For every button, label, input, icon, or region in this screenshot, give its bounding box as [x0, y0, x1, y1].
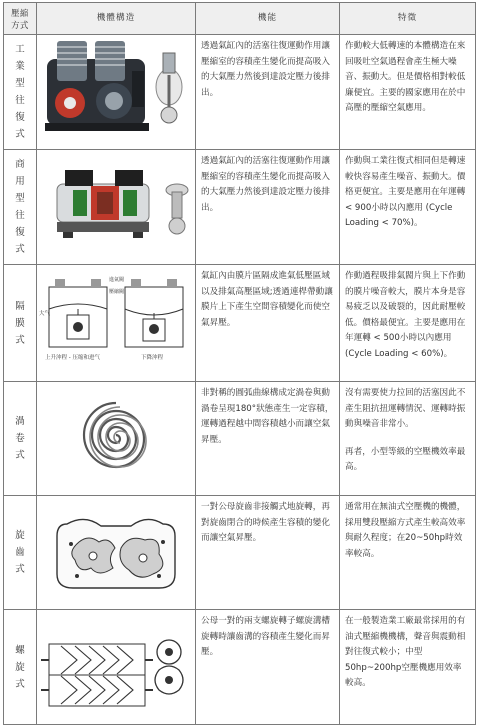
- features-cell: [340, 496, 476, 610]
- diaphragm-label-right: 下降沖程: [141, 355, 164, 361]
- function-cell: 透過氣缸內的活塞往復運動作用讓壓縮室的容積產生變化而提高吸入的大氣壓力然後到達設定壓力後排出。: [196, 150, 340, 265]
- diaphragm-diagram-icon: [37, 265, 195, 381]
- type-char: 旋: [15, 661, 25, 673]
- type-char: 膜: [15, 317, 25, 329]
- header-type-label: 壓縮 方式: [11, 7, 29, 30]
- row-type-label: [4, 413, 36, 464]
- type-char: 工: [15, 44, 25, 55]
- features-cell: [340, 150, 476, 265]
- type-char: 渦: [15, 416, 25, 427]
- diaphragm-label-outlet: 壓縮閥: [109, 289, 125, 295]
- type-char: 型: [15, 193, 25, 204]
- structure-image-cell: [37, 265, 196, 382]
- row-type: [4, 150, 37, 265]
- industrial-compressor-icon: [37, 35, 195, 149]
- commercial-compressor-icon: [37, 150, 195, 264]
- row-type: [4, 496, 37, 610]
- row-type-label: [4, 298, 36, 349]
- features-cell: [340, 35, 476, 150]
- row-type-label: [4, 527, 36, 578]
- type-char: 式: [15, 564, 25, 575]
- table-row: [4, 265, 476, 382]
- type-char: 往: [15, 95, 25, 106]
- features-text: 在一般製造業工廠最常採用的有油式壓縮機機構，聲音與震動相對往復式較小；中型50hp~200hp空壓機應用效率較高。: [345, 616, 466, 688]
- header-features: 特徵: [340, 3, 476, 35]
- features-cell: [340, 610, 476, 725]
- row-type-label: [4, 41, 36, 143]
- type-char: 隔: [15, 300, 25, 312]
- features-cell: [340, 382, 476, 496]
- type-char: 式: [15, 450, 25, 461]
- features-cell: [340, 265, 476, 382]
- features-text: 再者，小型等級的空壓機效率最高。: [345, 446, 466, 472]
- structure-image-cell: [37, 610, 196, 725]
- type-char: 用: [15, 176, 25, 187]
- type-char: 式: [15, 129, 25, 140]
- type-char: 復: [15, 112, 25, 123]
- header-type: [4, 3, 37, 35]
- type-char: 卷: [15, 433, 25, 444]
- screw-diagram-icon: [37, 610, 195, 724]
- features-text: 通常用在無油式空壓機的機體，採用雙段壓縮方式產生較高效率與耐久程度；在20~50hp時效率較高。: [345, 502, 466, 559]
- function-cell: 氣缸內由膜片區隔成進氣低壓區域以及排氣高壓區域;透過連桿帶動讓膜片上下產生空間容積變化而使空氣昇壓。: [196, 265, 340, 382]
- table-row: [4, 382, 476, 496]
- features-text: 作動與工業往復式相同但是轉速較快容易產生噪音、振動大。價格更便宜。主要是應用在年運轉 < 900小時以內應用 (Cycle Loading < 70%)。: [345, 156, 466, 228]
- compressor-comparison-table: [3, 2, 476, 725]
- type-char: 商: [15, 159, 25, 170]
- function-cell: 公母一對的兩支螺旋轉子螺旋溝槽旋轉時讓齒溝的容積產生變化而昇壓。: [196, 610, 340, 725]
- type-char: 復: [15, 227, 25, 238]
- features-text: 作動較大低轉速的本體構造在來回吸吐空氣過程會產生極大噪音、振動大。但是價格相對較低廉便宜。主要的國家應用在於中高壓的壓縮空氣應用。: [345, 41, 466, 113]
- header-function: 機能: [196, 3, 340, 35]
- structure-image-cell: [37, 35, 196, 150]
- function-cell: 一對公母旋齒非接觸式地旋轉，再對旋齒閉合的時候產生容積的變化而讓空氣昇壓。: [196, 496, 340, 610]
- type-char: 旋: [15, 530, 25, 541]
- type-char: 型: [15, 78, 25, 89]
- table-row: [4, 496, 476, 610]
- diaphragm-label-inlet: 進氣閥: [109, 277, 125, 283]
- scroll-diagram-icon: [37, 382, 195, 495]
- table-row: [4, 150, 476, 265]
- row-type: [4, 610, 37, 725]
- features-text: 作動過程吸排氣閥片與上下作動的膜片噪音較大，膜片本身是容易疲乏以及破裂的，因此耐壓較低。價格最便宜。主要是應用在年運轉 < 500小時以內應用 (Cycle Loading < 60%)。: [345, 271, 466, 359]
- row-type: [4, 382, 37, 496]
- function-cell: 非對稱的圓弧曲線構成定渦卷與動渦卷呈現180°狀態產生一定容積，運轉過程越中間容積越小而讓空氣昇壓。: [196, 382, 340, 496]
- features-text: 沒有需要使力拉回的活塞因此不產生阻抗扭運轉情況、運轉時振動與噪音非常小。: [345, 388, 466, 429]
- row-type-label: [4, 156, 36, 258]
- type-char: 式: [15, 334, 25, 346]
- function-cell: 透過氣缸內的活塞往復運動作用讓壓縮室的容積產生變化而提高吸入的大氣壓力然後到達設定壓力後排出。: [196, 35, 340, 150]
- header-row: [4, 3, 476, 35]
- type-char: 式: [15, 244, 25, 255]
- table-row: [4, 35, 476, 150]
- type-char: 往: [15, 210, 25, 221]
- structure-image-cell: [37, 150, 196, 265]
- structure-image-cell: [37, 382, 196, 496]
- row-type: [4, 35, 37, 150]
- type-char: 業: [15, 61, 25, 72]
- diaphragm-label-air: 大气: [39, 311, 51, 317]
- row-type: [4, 265, 37, 382]
- type-char: 式: [15, 678, 25, 690]
- type-char: 螺: [15, 644, 25, 656]
- row-type-label: [4, 642, 36, 693]
- table-row: [4, 610, 476, 725]
- rotary-tooth-diagram-icon: [37, 496, 195, 609]
- structure-image-cell: [37, 496, 196, 610]
- header-structure: 機體構造: [37, 3, 196, 35]
- diaphragm-label-left: 上升沖程 - 压缩和进气: [45, 355, 100, 361]
- type-char: 齒: [15, 547, 25, 558]
